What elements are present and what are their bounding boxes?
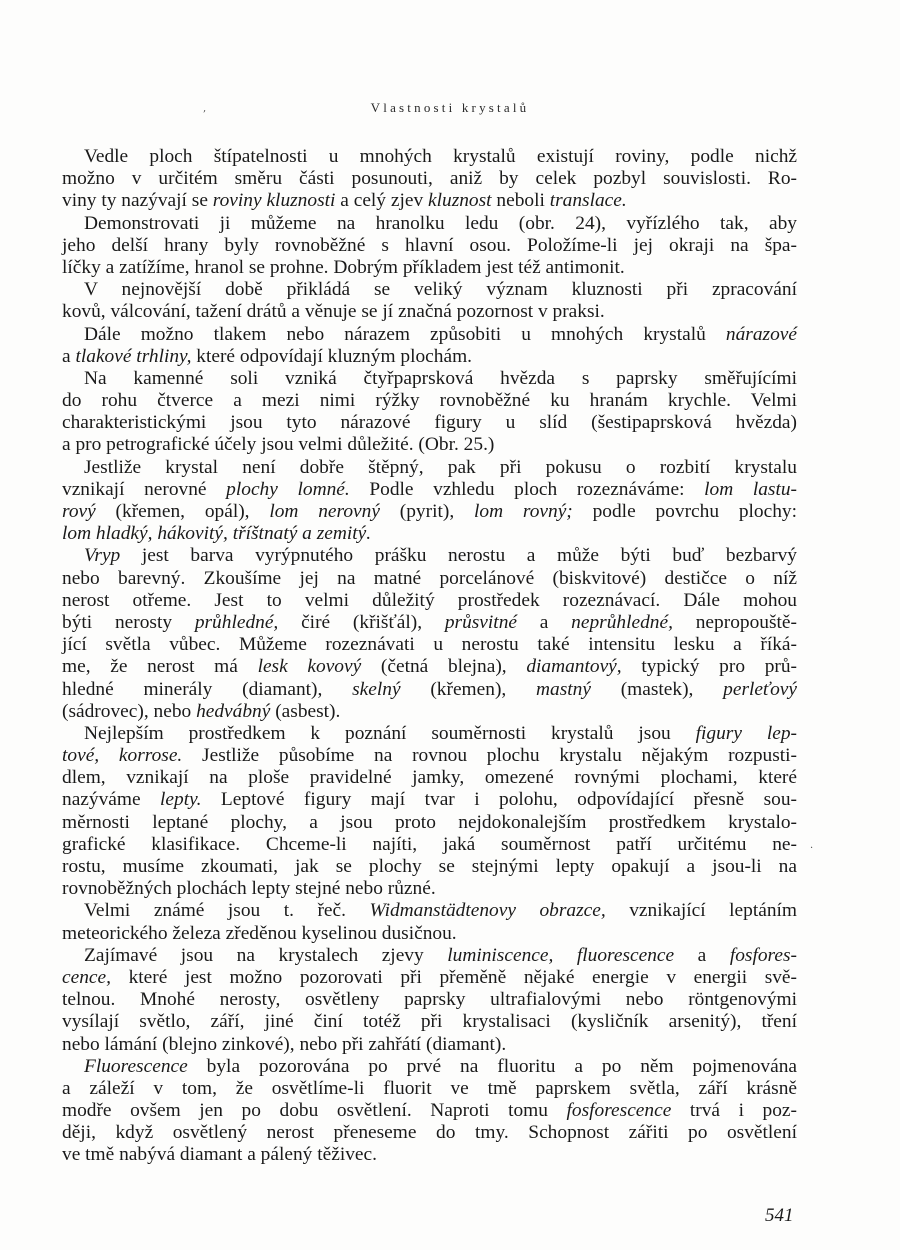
text-line bbox=[62, 523, 797, 545]
paragraph bbox=[62, 1056, 797, 1167]
text-run: nazýváme bbox=[62, 789, 161, 811]
text-run: Nejlepším prostředkem k poznání souměrnosti krystalů jsou bbox=[84, 722, 696, 744]
text-line bbox=[62, 301, 797, 323]
text-run: vysílají světlo, září, jiné činí totéž při krystalisaci (kysličník arsenitý), tření bbox=[62, 1011, 797, 1033]
text-run: typický pro prů- bbox=[621, 656, 798, 678]
text-line bbox=[62, 235, 797, 257]
text-run: Zajímavé jsou na krystalech zjevy bbox=[84, 944, 448, 966]
text-run: a bbox=[517, 611, 572, 633]
text-line bbox=[62, 723, 797, 745]
italic-term: lom nerovný bbox=[269, 501, 380, 522]
text-run: (mastek), bbox=[590, 678, 724, 700]
text-line bbox=[62, 967, 797, 989]
italic-term: Fluorescence bbox=[84, 1055, 188, 1077]
text-run: které odpovídají kluzným plochám. bbox=[191, 345, 472, 367]
text-run: jest barva vyrýpnutého prášku nerostu a může býti buď bezbarvý bbox=[120, 545, 797, 567]
text-run: V nejnovější době přikládá se veliký význam kluznosti při zpracování bbox=[84, 279, 797, 301]
text-run: (pyrit), bbox=[379, 501, 474, 522]
italic-term: figury lep- bbox=[695, 722, 797, 744]
text-run: (křemen, opál), bbox=[95, 501, 270, 522]
text-run: telnou. Mnohé nerosty, osvětleny paprsky ultrafialovými nebo röntgenovými bbox=[62, 989, 797, 1011]
italic-term: kluznost bbox=[428, 190, 492, 212]
text-run: Jestliže krystal není dobře štěpný, pak při pokusu o rozbití krystalu bbox=[84, 456, 797, 478]
text-line bbox=[62, 834, 797, 856]
text-run: (sádrovec), nebo bbox=[62, 700, 197, 722]
text-run: možno v určitém směru části posunouti, aniž by celek pozbyl souvislosti. Ro- bbox=[62, 168, 797, 190]
text-run: a bbox=[674, 944, 730, 966]
text-run: které jest možno pozorovati při přeměně nějaké energie v energii svě- bbox=[110, 966, 797, 988]
text-run: viny ty nazývají se bbox=[62, 190, 213, 212]
italic-term: tové, korrose. bbox=[62, 745, 183, 767]
text-run: (četná blejna), bbox=[361, 656, 527, 678]
text-line bbox=[62, 434, 797, 456]
paragraph bbox=[62, 900, 797, 944]
italic-term: fosforescence bbox=[566, 1100, 672, 1122]
text-run: do rohu čtverce a mezi nimi rýžky rovnoběžné ku hranám krychle. Velmi bbox=[62, 390, 797, 412]
paragraph bbox=[62, 545, 797, 723]
text-line bbox=[62, 789, 797, 811]
text-run: a záleží v tom, že osvětlíme-li fluorit ve tmě paprskem světla, září krásně bbox=[62, 1077, 797, 1099]
paragraph bbox=[62, 457, 797, 546]
text-line bbox=[62, 412, 797, 434]
text-run: rostu, musíme zkoumati, jak se plochy se stejnými lepty opakují a jsou-li na bbox=[62, 856, 797, 877]
text-run: Velmi známé jsou t. řeč. bbox=[84, 900, 370, 922]
italic-term: skelný bbox=[352, 678, 401, 700]
text-run: ve tmě nabývá diamant a pálený těživec. bbox=[62, 1144, 377, 1166]
paragraph bbox=[62, 324, 797, 368]
italic-term: tlakové trhliny, bbox=[75, 345, 192, 367]
text-run: čiré (křišťál), bbox=[278, 611, 445, 633]
italic-term: nárazové bbox=[725, 323, 797, 345]
text-line bbox=[62, 1078, 797, 1100]
italic-term: hedvábný bbox=[196, 700, 271, 722]
italic-term: roviny kluznosti bbox=[212, 190, 336, 212]
text-line bbox=[62, 701, 797, 723]
text-line bbox=[62, 900, 797, 922]
text-run: Dále možno tlakem nebo nárazem způsobiti u mnohých krystalů bbox=[84, 323, 726, 345]
text-line bbox=[62, 213, 797, 235]
text-line bbox=[62, 1122, 797, 1144]
text-run: a bbox=[62, 345, 76, 367]
text-line bbox=[62, 923, 797, 945]
italic-term: lom hladký, hákovitý, tříštnatý a zemitý. bbox=[62, 523, 372, 545]
text-run: a celý zjev bbox=[335, 190, 428, 212]
text-run: nepropouště- bbox=[672, 611, 797, 633]
text-line bbox=[62, 1144, 797, 1166]
text-line bbox=[62, 767, 797, 789]
text-run: dlem, vznikají na ploše pravidelné jamky, omezené rovnými plochami, které bbox=[62, 767, 797, 789]
text-run: Na kamenné soli vzniká čtyřpaprsková hvězda s paprsky směřujícími bbox=[84, 367, 797, 389]
text-line bbox=[62, 501, 797, 523]
italic-term: neprůhledné, bbox=[571, 611, 673, 633]
text-run: meteorického železa zředěnou kyselinou dusičnou. bbox=[62, 922, 457, 944]
italic-term: diamantový, bbox=[526, 656, 622, 678]
italic-term: Vryp bbox=[84, 545, 121, 567]
text-run: vznikají nerovné bbox=[62, 478, 227, 500]
paragraph bbox=[62, 945, 797, 1056]
italic-term: luminiscence, fluorescence bbox=[447, 944, 675, 966]
text-run: podle povrchu plochy: bbox=[572, 501, 797, 522]
text-line bbox=[62, 856, 797, 878]
text-run: nebo barevný. Zkoušíme jej na matné porcelánové (biskvitové) destičce o níž bbox=[62, 567, 797, 589]
text-run: hledné minerály (diamant), bbox=[62, 678, 353, 700]
text-line bbox=[62, 479, 797, 501]
text-run: rovnoběžných plochách lepty stejné nebo různé. bbox=[62, 878, 436, 900]
text-line bbox=[62, 279, 797, 301]
italic-term: rový bbox=[62, 501, 96, 522]
text-line bbox=[62, 590, 797, 612]
italic-term: perleťový bbox=[723, 678, 797, 700]
italic-term: mastný bbox=[536, 678, 591, 700]
text-line bbox=[62, 1056, 797, 1078]
text-run: kovů, válcování, tažení drátů a věnuje se jí značná pozornost v praksi. bbox=[62, 301, 605, 323]
text-line bbox=[62, 257, 797, 279]
text-line bbox=[62, 612, 797, 634]
text-run: (asbest). bbox=[270, 700, 341, 722]
text-run: líčky a zatížíme, hranol se prohne. Dobrým příkladem jest též antimonit. bbox=[62, 256, 625, 278]
text-line bbox=[62, 190, 797, 212]
text-line bbox=[62, 568, 797, 590]
text-line bbox=[62, 679, 797, 701]
text-run: byla pozorována po prvé na fluoritu a po něm pojmenována bbox=[187, 1055, 797, 1077]
text-run: vznikající leptáním bbox=[605, 900, 797, 922]
text-line bbox=[62, 545, 797, 567]
text-line bbox=[62, 745, 797, 767]
text-run: nerost otřeme. Jest to velmi důležitý prostředek rozeznávací. Dále mohou bbox=[62, 589, 797, 611]
print-speck: · bbox=[810, 843, 814, 854]
text-line bbox=[62, 1034, 797, 1056]
text-line bbox=[62, 346, 797, 368]
text-run: jící světla vůbec. Můžeme rozeznávati u nerostu také intensitu lesku a říká- bbox=[62, 634, 797, 656]
text-line bbox=[62, 1100, 797, 1122]
italic-term: lepty. bbox=[160, 789, 202, 811]
text-line bbox=[62, 989, 797, 1011]
text-run: Leptové figury mají tvar i polohu, odpovídající přesně sou- bbox=[201, 789, 797, 811]
paragraph bbox=[62, 279, 797, 323]
paragraph bbox=[62, 723, 797, 901]
text-run: Jestliže působíme na rovnou plochu krystalu nějakým rozpusti- bbox=[182, 745, 797, 767]
text-run: Vedle ploch štípatelnosti u mnohých krystalů existují roviny, podle nichž bbox=[84, 146, 797, 167]
text-line bbox=[62, 656, 797, 678]
text-run: charakteristickými jsou tyto nárazové figury u slíd (šestipaprsková hvězda) bbox=[62, 412, 797, 434]
text-line bbox=[62, 168, 797, 190]
text-line bbox=[62, 1011, 797, 1033]
text-run: měrnosti leptané plochy, a jsou proto nejdokonalejším prostředkem krystalo- bbox=[62, 811, 797, 833]
text-line bbox=[62, 634, 797, 656]
italic-term: Widmanstädtenovy obrazce, bbox=[369, 900, 606, 922]
text-run: jeho delší hrany byly rovnoběžné s hlavní osou. Položíme-li jej okraji na špa- bbox=[62, 234, 797, 256]
text-line bbox=[62, 146, 797, 168]
italic-term: průhledné, bbox=[194, 611, 279, 633]
text-line bbox=[62, 457, 797, 479]
text-run: modře ovšem jen po dobu osvětlení. Naproti tomu bbox=[62, 1100, 567, 1122]
text-run: Demonstrovati ji můžeme na hranolku ledu (obr. 24), vyřízlého tak, aby bbox=[84, 212, 797, 234]
italic-term: průsvitné bbox=[444, 611, 517, 633]
paragraph bbox=[62, 146, 797, 213]
text-run: neboli bbox=[491, 190, 550, 212]
text-run: nebo lámání (blejno zinkové), nebo při zahřátí (diamant). bbox=[62, 1033, 507, 1055]
paragraph bbox=[62, 368, 797, 457]
italic-term: fosfores- bbox=[729, 944, 797, 966]
text-run: trvá i poz- bbox=[671, 1100, 797, 1122]
italic-term: plochy lomné. bbox=[226, 478, 350, 500]
text-line bbox=[62, 812, 797, 834]
text-run: ději, když osvětlený nerost přeneseme do tmy. Schopnost zářiti po osvětlení bbox=[62, 1122, 797, 1144]
italic-term: translace. bbox=[549, 190, 627, 212]
text-line bbox=[62, 368, 797, 390]
text-line bbox=[62, 878, 797, 900]
print-speck: , bbox=[203, 103, 207, 114]
text-line bbox=[62, 324, 797, 346]
italic-term: cence, bbox=[62, 966, 111, 988]
running-head: Vlastnosti krystalů bbox=[370, 100, 530, 115]
text-run: me, že nerost má bbox=[62, 656, 258, 678]
italic-term: lesk kovový bbox=[257, 656, 362, 678]
text-run: býti nerosty bbox=[62, 611, 195, 633]
italic-term: lom lastu- bbox=[704, 478, 798, 500]
body-text bbox=[62, 146, 797, 1167]
text-line bbox=[62, 945, 797, 967]
italic-term: lom rovný; bbox=[473, 501, 573, 522]
paragraph bbox=[62, 213, 797, 280]
text-line bbox=[62, 390, 797, 412]
page-number: 541 bbox=[765, 1205, 794, 1226]
text-run: a pro petrografické účely jsou velmi důležité. (Obr. 25.) bbox=[62, 434, 495, 456]
text-run: Podle vzhledu ploch rozeznáváme: bbox=[349, 478, 705, 500]
text-run: (křemen), bbox=[400, 678, 537, 700]
text-run: grafické klasifikace. Chceme-li najíti, jaká souměrnost patří určitému ne- bbox=[62, 833, 797, 855]
